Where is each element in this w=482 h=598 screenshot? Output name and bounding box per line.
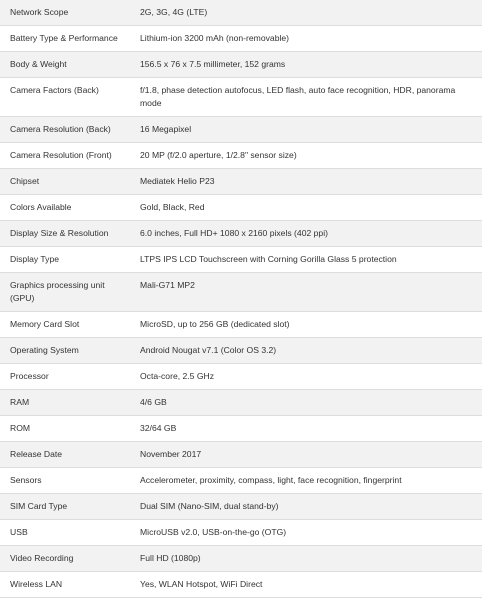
spec-label: Memory Card Slot (0, 312, 130, 338)
spec-label: Battery Type & Performance (0, 26, 130, 52)
spec-row (0, 312, 482, 338)
spec-value: 2G, 3G, 4G (LTE) (130, 0, 482, 26)
spec-value: MicroSD, up to 256 GB (dedicated slot) (130, 312, 482, 338)
spec-value: f/1.8, phase detection autofocus, LED flash, auto face recognition, HDR, panorama mode (130, 78, 482, 117)
spec-value: Yes, WLAN Hotspot, WiFi Direct (130, 572, 482, 598)
spec-row (0, 546, 482, 572)
spec-row (0, 273, 482, 312)
spec-label: SIM Card Type (0, 494, 130, 520)
spec-label: Graphics processing unit (GPU) (0, 273, 130, 312)
spec-row (0, 143, 482, 169)
spec-row (0, 494, 482, 520)
spec-label: Display Size & Resolution (0, 221, 130, 247)
spec-label: Wireless LAN (0, 572, 130, 598)
spec-value: Octa-core, 2.5 GHz (130, 364, 482, 390)
spec-row (0, 117, 482, 143)
spec-label: Display Type (0, 247, 130, 273)
spec-row (0, 468, 482, 494)
spec-row (0, 390, 482, 416)
spec-label: Processor (0, 364, 130, 390)
spec-row (0, 26, 482, 52)
spec-value: Full HD (1080p) (130, 546, 482, 572)
spec-row (0, 572, 482, 598)
spec-value: Gold, Black, Red (130, 195, 482, 221)
spec-row (0, 247, 482, 273)
spec-value: 20 MP (f/2.0 aperture, 1/2.8" sensor size) (130, 143, 482, 169)
spec-value: Lithium-ion 3200 mAh (non-removable) (130, 26, 482, 52)
spec-value: November 2017 (130, 442, 482, 468)
spec-value: MicroUSB v2.0, USB-on-the-go (OTG) (130, 520, 482, 546)
spec-row (0, 416, 482, 442)
spec-label: Network Scope (0, 0, 130, 26)
spec-label: Camera Factors (Back) (0, 78, 130, 117)
spec-label: Operating System (0, 338, 130, 364)
spec-row (0, 0, 482, 26)
spec-label: Body & Weight (0, 52, 130, 78)
spec-value: LTPS IPS LCD Touchscreen with Corning Gorilla Glass 5 protection (130, 247, 482, 273)
spec-value: 4/6 GB (130, 390, 482, 416)
spec-row (0, 169, 482, 195)
spec-value: Mediatek Helio P23 (130, 169, 482, 195)
spec-row (0, 195, 482, 221)
spec-label: Colors Available (0, 195, 130, 221)
spec-label: ROM (0, 416, 130, 442)
spec-row (0, 364, 482, 390)
spec-value: Dual SIM (Nano-SIM, dual stand-by) (130, 494, 482, 520)
spec-label: Release Date (0, 442, 130, 468)
spec-label: USB (0, 520, 130, 546)
spec-label: Camera Resolution (Back) (0, 117, 130, 143)
spec-row (0, 221, 482, 247)
spec-row (0, 338, 482, 364)
spec-label: Camera Resolution (Front) (0, 143, 130, 169)
spec-value: 32/64 GB (130, 416, 482, 442)
spec-row (0, 52, 482, 78)
spec-value: 156.5 x 76 x 7.5 millimeter, 152 grams (130, 52, 482, 78)
spec-value: Mali-G71 MP2 (130, 273, 482, 312)
spec-value: Accelerometer, proximity, compass, light, face recognition, fingerprint (130, 468, 482, 494)
spec-value: 16 Megapixel (130, 117, 482, 143)
spec-row (0, 520, 482, 546)
spec-value: Android Nougat v7.1 (Color OS 3.2) (130, 338, 482, 364)
spec-row (0, 442, 482, 468)
spec-label: Chipset (0, 169, 130, 195)
spec-value: 6.0 inches, Full HD+ 1080 x 2160 pixels (402 ppi) (130, 221, 482, 247)
spec-label: Sensors (0, 468, 130, 494)
spec-label: RAM (0, 390, 130, 416)
spec-label: Video Recording (0, 546, 130, 572)
spec-row (0, 78, 482, 117)
